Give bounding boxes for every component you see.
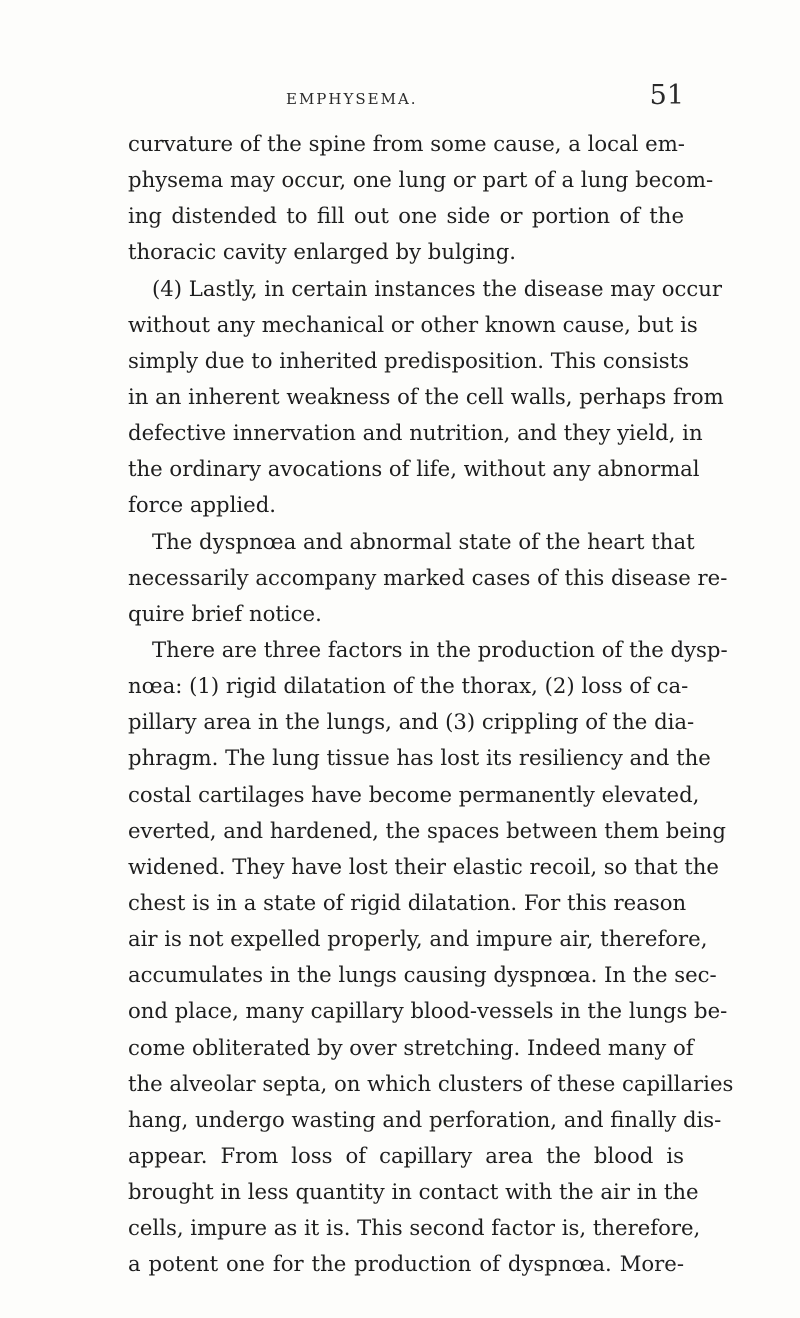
text-line: phragm. The lung tissue has lost its resiliency and the bbox=[128, 745, 711, 771]
text-line: nœa: (1) rigid dilatation of the thorax, (2) loss of ca- bbox=[128, 673, 689, 699]
text-line: widened. They have lost their elastic recoil, so that the bbox=[128, 853, 719, 879]
text-line: (4) Lastly, in certain instances the disease may occur bbox=[152, 275, 722, 301]
text-line: ing distended to fill out one side or portion of the bbox=[128, 203, 684, 229]
body-text bbox=[128, 126, 734, 1283]
text-line: costal cartilages have become permanently elevated, bbox=[128, 781, 700, 807]
text-line: curvature of the spine from some cause, a local em- bbox=[128, 131, 685, 156]
text-line: come obliterated by over stretching. Indeed many of bbox=[128, 1034, 694, 1060]
text-line: hang, undergo wasting and perforation, and finally dis- bbox=[128, 1106, 722, 1132]
text-line: pillary area in the lungs, and (3) crippling of the dia- bbox=[128, 709, 695, 735]
text-line: necessarily accompany marked cases of this disease re- bbox=[128, 564, 728, 590]
text-line: simply due to inherited predisposition. This consists bbox=[128, 347, 690, 373]
running-head bbox=[128, 80, 684, 116]
text-line: the ordinary avocations of life, without any abnormal bbox=[128, 456, 700, 482]
text-line: a potent one for the production of dyspnœa. More- bbox=[128, 1251, 684, 1277]
text-line: appear. From loss of capillary area the blood is bbox=[128, 1142, 684, 1168]
text-line: the alveolar septa, on which clusters of these capillaries bbox=[128, 1070, 734, 1096]
text-line: quire brief notice. bbox=[128, 600, 322, 626]
text-line: brought in less quantity in contact with the air in the bbox=[128, 1179, 699, 1205]
page-number: 51 bbox=[649, 80, 684, 111]
text-line: cells, impure as it is. This second factor is, therefore, bbox=[128, 1215, 701, 1241]
text-line: ond place, many capillary blood-vessels in the lungs be- bbox=[128, 998, 728, 1024]
text-line: The dyspnœa and abnormal state of the heart that bbox=[152, 528, 695, 554]
text-line: chest is in a state of rigid dilatation. For this reason bbox=[128, 889, 687, 915]
text-line: thoracic cavity enlarged by bulging. bbox=[128, 239, 517, 265]
text-line: air is not expelled properly, and impure air, therefore, bbox=[128, 926, 708, 952]
text-line: everted, and hardened, the spaces between them being bbox=[128, 817, 726, 843]
text-line: defective innervation and nutrition, and they yield, in bbox=[128, 420, 703, 446]
text-line: physema may occur, one lung or part of a lung becom- bbox=[128, 167, 714, 193]
text-line: in an inherent weakness of the cell walls, perhaps from bbox=[128, 383, 724, 409]
text-line: without any mechanical or other known cause, but is bbox=[128, 311, 698, 337]
running-title: EMPHYSEMA. bbox=[286, 90, 418, 108]
text-line: force applied. bbox=[128, 492, 277, 518]
text-line: accumulates in the lungs causing dyspnœa. In the sec- bbox=[128, 962, 717, 988]
text-line: There are three factors in the production of the dysp- bbox=[152, 636, 728, 662]
